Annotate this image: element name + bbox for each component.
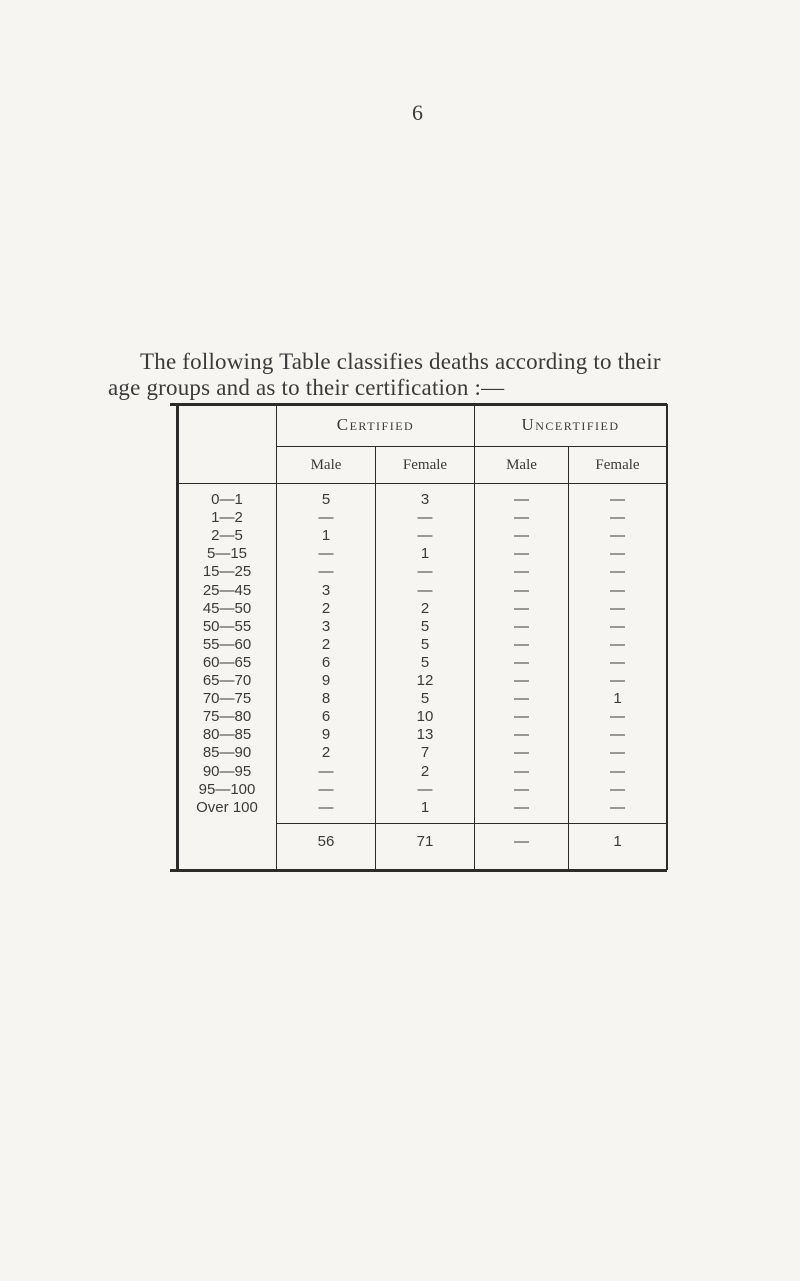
count-cell-cf: 2 bbox=[420, 600, 430, 617]
count-cell-um: — bbox=[514, 582, 529, 599]
count-cell-cm: 3 bbox=[321, 618, 331, 635]
count-cell-uf: — bbox=[610, 763, 625, 780]
count-cell-um: — bbox=[514, 744, 529, 761]
total-certified-female: 71 bbox=[416, 833, 434, 850]
count-cell-cm: 6 bbox=[321, 708, 331, 725]
uncertified-female-header: Female bbox=[595, 457, 640, 473]
count-cell-um: — bbox=[514, 491, 529, 508]
age-group-cell: 0—1 bbox=[211, 491, 243, 508]
count-cell-cm: 3 bbox=[321, 582, 331, 599]
count-cell-cm: 1 bbox=[321, 527, 331, 544]
certified-header: Certified bbox=[336, 415, 415, 434]
count-cell-cm: — bbox=[318, 563, 334, 580]
count-cell-cf: 7 bbox=[420, 744, 430, 761]
right-border bbox=[666, 404, 668, 870]
count-cell-um: — bbox=[514, 763, 529, 780]
count-cell-cf: 5 bbox=[420, 654, 430, 671]
count-cell-um: — bbox=[514, 690, 529, 707]
count-cell-uf: — bbox=[610, 654, 625, 671]
uncert-female-divider bbox=[568, 447, 569, 870]
count-cell-cf: 3 bbox=[420, 491, 430, 508]
cert-female-divider bbox=[375, 447, 376, 870]
age-group-cell: 55—60 bbox=[202, 636, 252, 653]
count-cell-cf: — bbox=[417, 563, 433, 580]
count-cell-cf: 10 bbox=[416, 708, 434, 725]
count-cell-cm: 2 bbox=[321, 744, 331, 761]
count-cell-uf: — bbox=[610, 708, 625, 725]
count-cell-uf: 1 bbox=[613, 690, 622, 707]
age-divider bbox=[276, 404, 277, 870]
certified-male-header: Male bbox=[310, 457, 342, 473]
count-cell-cf: — bbox=[417, 582, 433, 599]
count-cell-cm: 8 bbox=[321, 690, 331, 707]
count-cell-uf: — bbox=[610, 781, 625, 798]
count-cell-um: — bbox=[514, 600, 529, 617]
count-cell-cm: — bbox=[318, 763, 334, 780]
group-divider bbox=[474, 404, 475, 870]
table-bottom-rule bbox=[170, 869, 667, 872]
count-cell-uf: — bbox=[610, 672, 625, 689]
total-certified-male: 56 bbox=[317, 833, 335, 850]
count-cell-uf: — bbox=[610, 491, 625, 508]
count-cell-cf: — bbox=[417, 509, 433, 526]
count-cell-uf: — bbox=[610, 618, 625, 635]
count-cell-uf: — bbox=[610, 726, 625, 743]
count-cell-cm: — bbox=[318, 781, 334, 798]
count-cell-cf: 12 bbox=[416, 672, 434, 689]
intro-paragraph bbox=[108, 349, 760, 401]
count-cell-cm: — bbox=[318, 799, 334, 816]
age-group-cell: 70—75 bbox=[202, 690, 252, 707]
count-cell-um: — bbox=[514, 654, 529, 671]
age-group-cell: 45—50 bbox=[202, 600, 252, 617]
count-cell-uf: — bbox=[610, 600, 625, 617]
age-group-cell: 90—95 bbox=[202, 763, 252, 780]
page-number: 6 bbox=[412, 100, 423, 125]
count-cell-cm: 5 bbox=[321, 491, 331, 508]
age-group-cell: 50—55 bbox=[202, 618, 252, 635]
count-cell-um: — bbox=[514, 618, 529, 635]
uncertified-male-header: Male bbox=[506, 457, 537, 473]
count-cell-cf: — bbox=[417, 527, 433, 544]
count-cell-um: — bbox=[514, 726, 529, 743]
totals-rule bbox=[277, 823, 667, 824]
count-cell-um: — bbox=[514, 672, 529, 689]
table-top-rule bbox=[170, 403, 667, 406]
count-cell-cm: — bbox=[318, 545, 334, 562]
intro-line-1: The following Table classifies deaths according to their bbox=[140, 349, 661, 374]
count-cell-cm: 9 bbox=[321, 672, 331, 689]
count-cell-cf: 1 bbox=[420, 545, 430, 562]
uncertified-header: Uncertified bbox=[521, 415, 620, 434]
count-cell-um: — bbox=[514, 563, 529, 580]
age-group-cell: 65—70 bbox=[202, 672, 252, 689]
age-group-cell: 2—5 bbox=[211, 527, 243, 544]
age-group-cell: 15—25 bbox=[202, 563, 252, 580]
certified-female-header: Female bbox=[402, 457, 448, 473]
count-cell-cf: 5 bbox=[420, 690, 430, 707]
left-border bbox=[176, 404, 179, 870]
count-cell-uf: — bbox=[610, 799, 625, 816]
count-cell-cm: 2 bbox=[321, 600, 331, 617]
age-group-cell: 25—45 bbox=[202, 582, 252, 599]
age-group-cell: 95—100 bbox=[198, 781, 256, 798]
count-cell-uf: — bbox=[610, 545, 625, 562]
count-cell-uf: — bbox=[610, 509, 625, 526]
count-cell-uf: — bbox=[610, 636, 625, 653]
count-cell-uf: — bbox=[610, 744, 625, 761]
count-cell-cm: — bbox=[318, 509, 334, 526]
age-group-cell: 60—65 bbox=[202, 654, 252, 671]
count-cell-um: — bbox=[514, 636, 529, 653]
age-group-cell: Over 100 bbox=[196, 799, 258, 816]
count-cell-um: — bbox=[514, 545, 529, 562]
count-cell-cm: 9 bbox=[321, 726, 331, 743]
count-cell-um: — bbox=[514, 509, 529, 526]
count-cell-um: — bbox=[514, 799, 529, 816]
count-cell-cf: 13 bbox=[416, 726, 434, 743]
subheader-rule bbox=[179, 483, 667, 484]
age-group-cell: 80—85 bbox=[202, 726, 252, 743]
count-cell-cm: 2 bbox=[321, 636, 331, 653]
count-cell-cm: 6 bbox=[321, 654, 331, 671]
group-header-rule bbox=[277, 446, 667, 447]
total-uncertified-female: 1 bbox=[613, 833, 622, 850]
count-cell-cf: 2 bbox=[420, 763, 430, 780]
count-cell-uf: — bbox=[610, 527, 625, 544]
count-cell-um: — bbox=[514, 708, 529, 725]
count-cell-cf: 5 bbox=[420, 618, 430, 635]
count-cell-cf: 5 bbox=[420, 636, 430, 653]
count-cell-um: — bbox=[514, 527, 529, 544]
age-group-cell: 85—90 bbox=[202, 744, 252, 761]
age-group-cell: 75—80 bbox=[202, 708, 252, 725]
count-cell-cf: 1 bbox=[420, 799, 430, 816]
age-group-cell: 5—15 bbox=[206, 545, 248, 562]
total-uncertified-male: — bbox=[514, 833, 529, 850]
count-cell-uf: — bbox=[610, 582, 625, 599]
count-cell-cf: — bbox=[417, 781, 433, 798]
count-cell-uf: — bbox=[610, 563, 625, 580]
intro-line-2: age groups and as to their certification :— bbox=[108, 375, 505, 400]
age-group-cell: 1—2 bbox=[211, 509, 243, 526]
count-cell-um: — bbox=[514, 781, 529, 798]
